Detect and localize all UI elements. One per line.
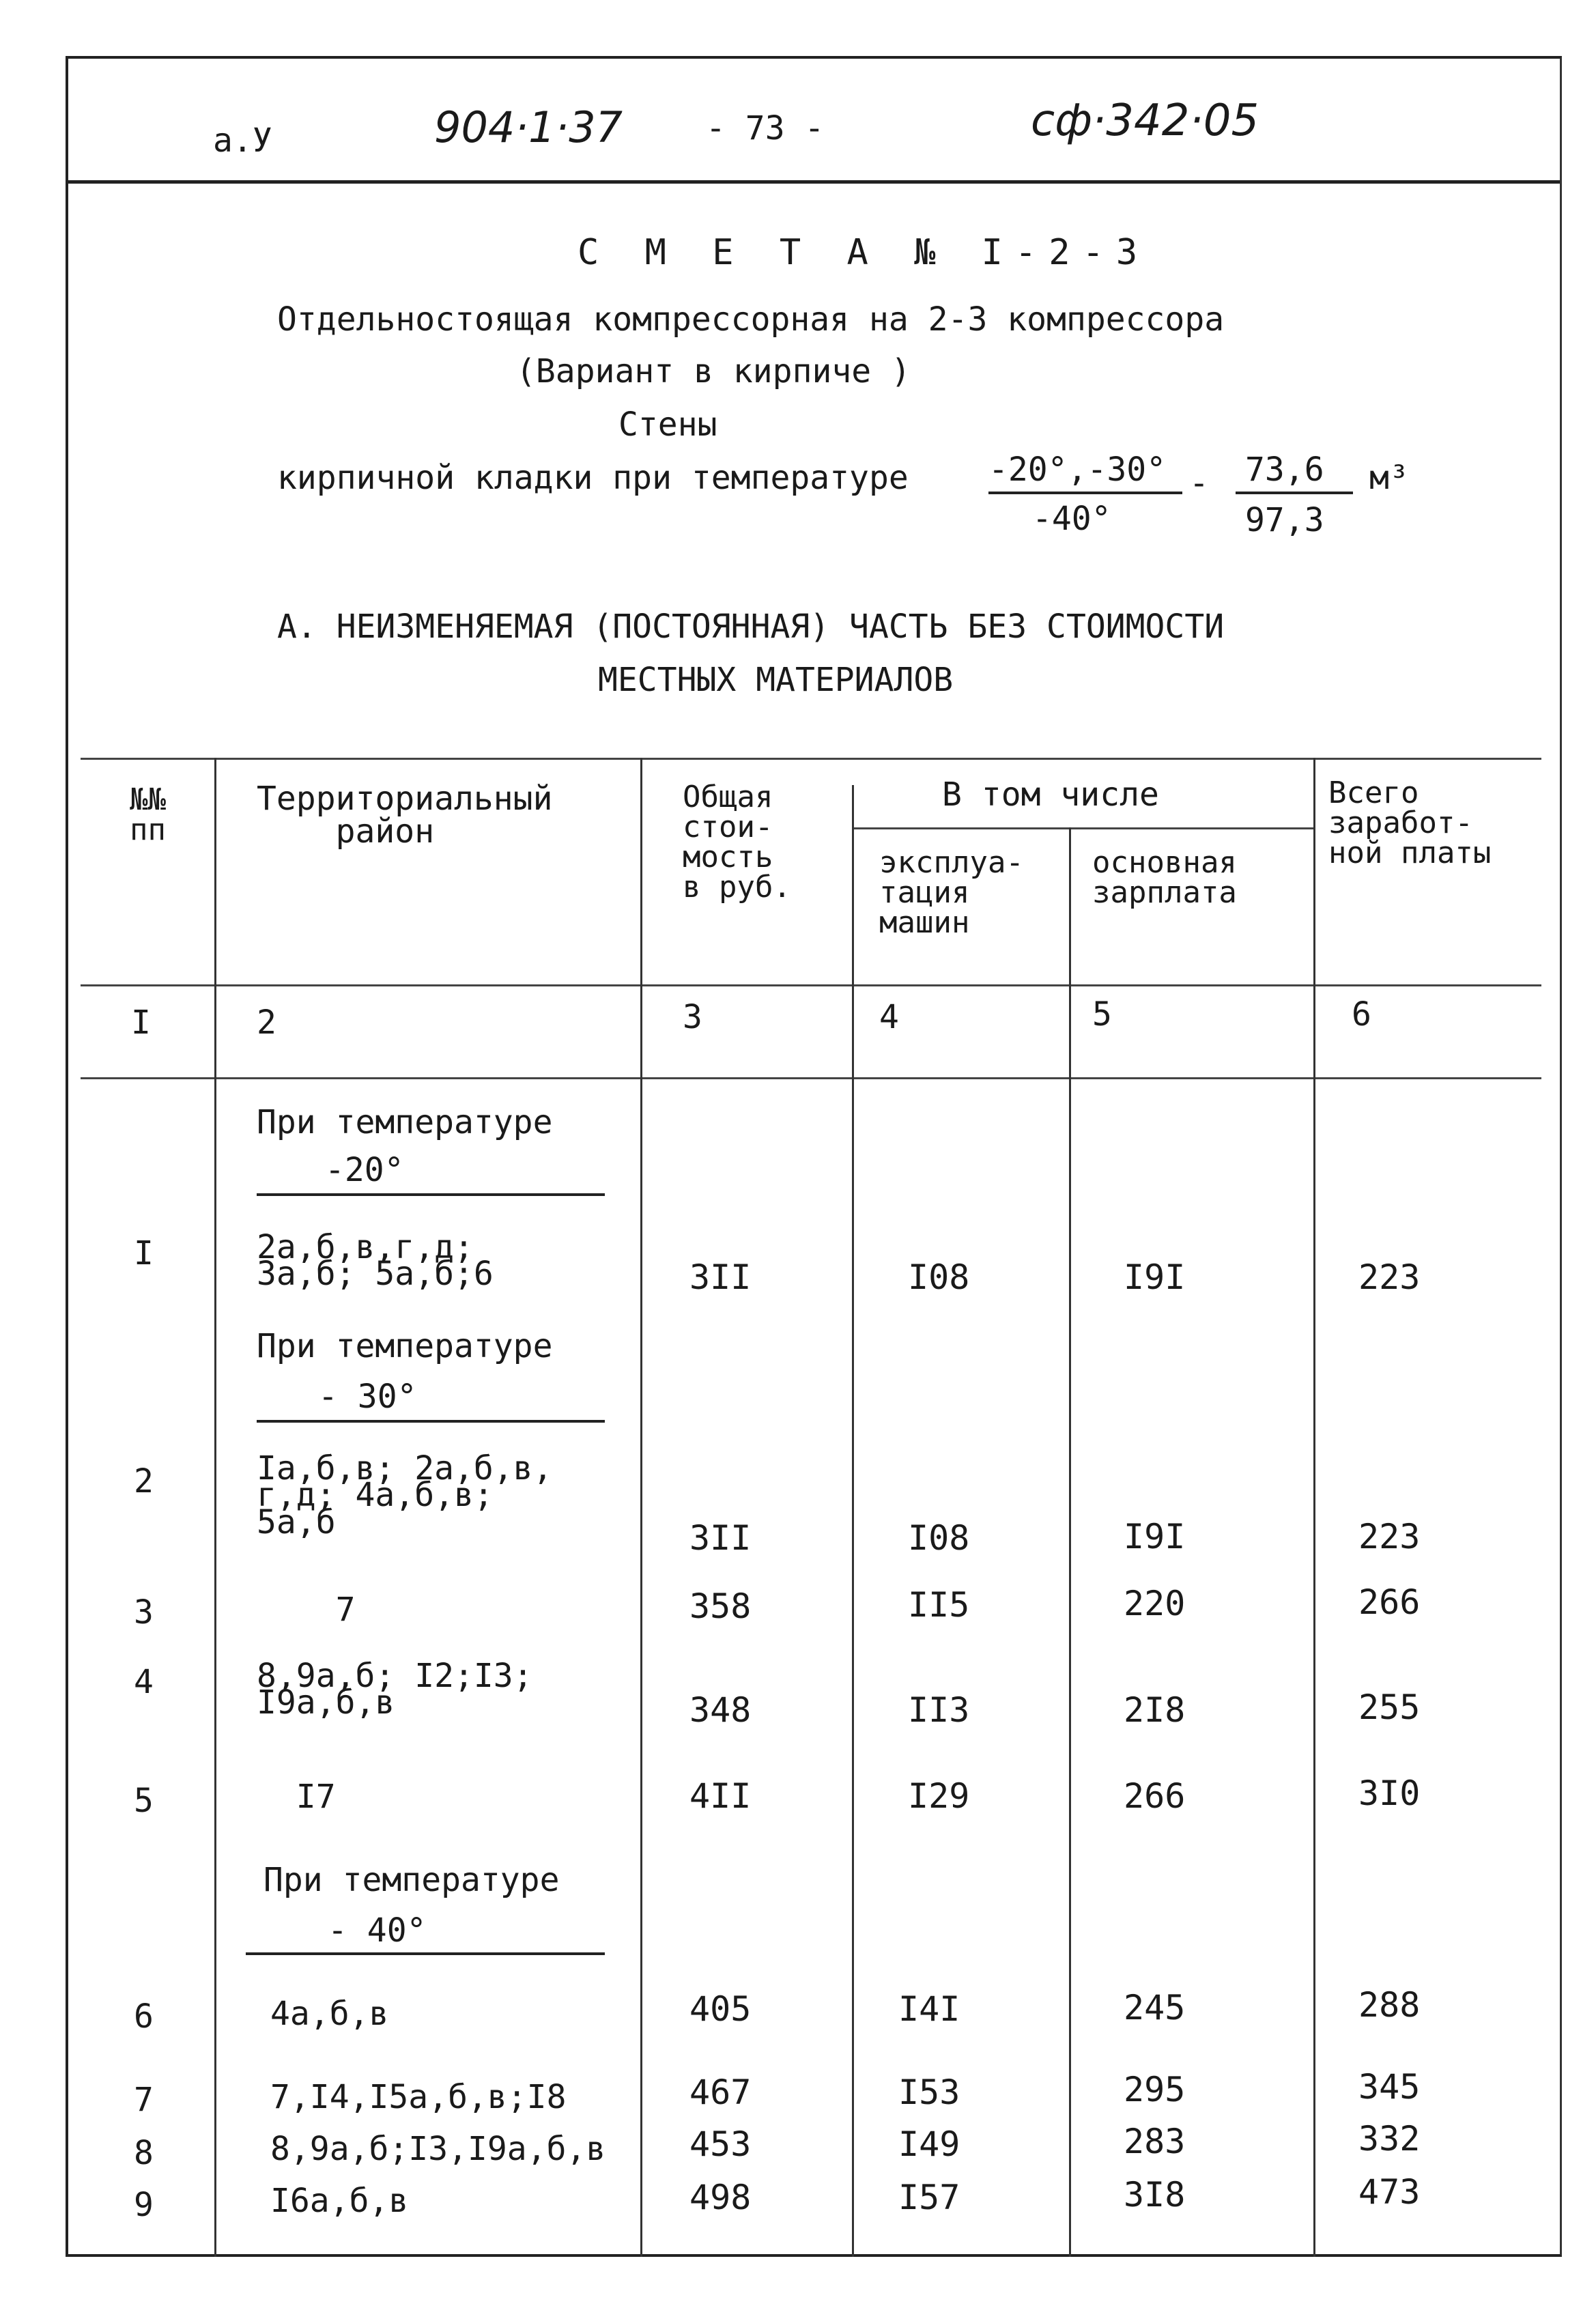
temp-denominator: -40°	[1032, 500, 1111, 538]
row-7-num: 7	[134, 2081, 154, 2119]
colnum-5: 5	[1092, 995, 1112, 1034]
row-3-num: 3	[134, 1593, 154, 1632]
group-30-underline	[257, 1420, 605, 1423]
group-40-underline	[246, 1952, 605, 1955]
row-4-region: 8,9а,б; I2;I3; I9а,б,в	[257, 1657, 533, 1722]
row-9-region: I6а,б,в	[270, 2182, 409, 2220]
title-line-4-prefix: кирпичной кладки при температуре	[277, 459, 909, 497]
row-3-wages: 266	[1358, 1582, 1421, 1622]
row-1-num: I	[134, 1234, 154, 1272]
row-9-total: 498	[689, 2178, 752, 2217]
colnum-4: 4	[879, 998, 899, 1036]
row-1-wages: 223	[1358, 1257, 1421, 1297]
section-heading-line-2: МЕСТНЫХ МАТЕРИАЛОВ	[598, 661, 954, 699]
colnum-bottom-border	[81, 1077, 1541, 1079]
col-divider-3	[852, 785, 854, 2257]
row-1-machines: I08	[908, 1257, 970, 1297]
title-line-1: Отдельностоящая компрессорная на 2-3 компрессора	[277, 300, 1225, 339]
volume-denominator: 97,3	[1245, 501, 1324, 539]
row-8-total: 453	[689, 2124, 752, 2164]
colnum-6: 6	[1352, 995, 1371, 1034]
row-5-wages: 3I0	[1358, 1774, 1421, 1813]
row-5-machines: I29	[908, 1776, 970, 1816]
table-top-border	[81, 758, 1541, 760]
header-bottom-border	[81, 984, 1541, 986]
header-left-code: а.У	[213, 122, 272, 160]
row-4-total: 348	[689, 1690, 752, 1730]
row-3-salary: 220	[1124, 1584, 1186, 1623]
row-5-total: 4II	[689, 1776, 752, 1816]
header-wages-total: Всего заработ- ной платы	[1328, 775, 1492, 870]
estimate-heading: С М Е Т А № I-2-3	[578, 232, 1150, 273]
title-line-2: (Вариант в кирпиче )	[516, 352, 911, 390]
header-divider	[68, 180, 1560, 184]
header-doc-number: 904·1·37	[434, 102, 623, 152]
group-40-label: При температуре	[263, 1861, 560, 1899]
group-40-temp: - 40°	[328, 1911, 427, 1950]
row-6-salary: 245	[1124, 1988, 1186, 2027]
header-page-number: - 73 -	[706, 109, 825, 147]
row-1-region: 2а,б,в,г,д; 3а,б; 5а,б;6	[257, 1228, 494, 1294]
row-4-salary: 2I8	[1124, 1690, 1186, 1730]
subheader-divider	[852, 827, 1313, 829]
row-6-total: 405	[689, 1989, 752, 2029]
row-6-wages: 288	[1358, 1985, 1421, 2025]
col-divider-1	[214, 758, 216, 2257]
row-2-salary: I9I	[1124, 1517, 1186, 1556]
row-5-region: I7	[257, 1778, 336, 1816]
row-5-num: 5	[134, 1782, 154, 1820]
col-divider-2	[640, 758, 642, 2257]
row-8-num: 8	[134, 2134, 154, 2172]
group-20-underline	[257, 1193, 605, 1196]
row-9-wages: 473	[1358, 2172, 1421, 2212]
group-20-temp: -20°	[325, 1151, 404, 1189]
row-9-salary: 3I8	[1124, 2175, 1186, 2215]
row-8-wages: 332	[1358, 2119, 1421, 2159]
row-2-wages: 223	[1358, 1517, 1421, 1556]
row-1-total: 3II	[689, 1257, 752, 1297]
row-3-total: 358	[689, 1586, 752, 1626]
row-9-num: 9	[134, 2186, 154, 2224]
colnum-1: I	[131, 1003, 151, 1042]
volume-fraction-bar	[1236, 492, 1353, 494]
colnum-3: 3	[683, 998, 702, 1036]
row-4-wages: 255	[1358, 1688, 1421, 1727]
row-2-total: 3II	[689, 1518, 752, 1558]
temp-fraction-bar	[988, 492, 1182, 494]
row-7-machines: I53	[898, 2073, 960, 2112]
row-4-num: 4	[134, 1663, 154, 1701]
title-dash: -	[1189, 464, 1209, 502]
row-7-region: 7,I4,I5а,б,в;I8	[270, 2078, 567, 2116]
row-2-machines: I08	[908, 1518, 970, 1558]
header-including: В том числе	[942, 775, 1159, 814]
row-3-region: 7	[257, 1591, 356, 1629]
col-divider-5	[1313, 758, 1315, 2257]
header-salary: основная зарплата	[1092, 845, 1237, 910]
row-6-machines: I4I	[898, 1989, 960, 2029]
group-30-temp: - 30°	[318, 1378, 417, 1416]
row-3-machines: II5	[908, 1585, 970, 1625]
group-30-label: При температуре	[257, 1327, 553, 1365]
title-line-3: Стены	[618, 405, 717, 444]
group-20-label: При температуре	[257, 1103, 553, 1141]
col-divider-4	[1069, 827, 1071, 2257]
row-4-machines: II3	[908, 1690, 970, 1730]
header-series-code: сф·342·05	[1031, 96, 1259, 146]
row-7-total: 467	[689, 2073, 752, 2112]
volume-numerator: 73,6	[1245, 451, 1324, 489]
row-9-machines: I57	[898, 2178, 960, 2217]
row-8-region: 8,9а,б;I3,I9а,б,в	[270, 2130, 606, 2168]
row-6-num: 6	[134, 1997, 154, 2036]
colnum-2: 2	[257, 1003, 276, 1042]
row-6-region: 4а,б,в	[270, 1995, 389, 2033]
row-8-machines: I49	[898, 2124, 960, 2164]
section-heading-line-1: А. НЕИЗМЕНЯЕМАЯ (ПОСТОЯННАЯ) ЧАСТЬ БЕЗ СТОИМОСТИ	[277, 608, 1225, 646]
header-num: №№ пп	[130, 782, 166, 847]
row-5-salary: 266	[1124, 1776, 1186, 1816]
row-7-wages: 345	[1358, 2067, 1421, 2107]
volume-unit: м³	[1369, 459, 1409, 497]
row-8-salary: 283	[1124, 2122, 1186, 2161]
row-2-region: Iа,б,в; 2а,б,в, г,д; 4а,б,в; 5а,б	[257, 1449, 553, 1541]
header-total-cost: Общая стои- мость в руб.	[683, 780, 791, 905]
row-7-salary: 295	[1124, 2070, 1186, 2109]
row-1-salary: I9I	[1124, 1257, 1186, 1297]
header-machines: эксплуа- тация машин	[879, 845, 1024, 940]
temp-numerator: -20°,-30°	[988, 451, 1167, 489]
row-2-num: 2	[134, 1462, 154, 1500]
header-region: Территориальный район	[257, 780, 553, 851]
